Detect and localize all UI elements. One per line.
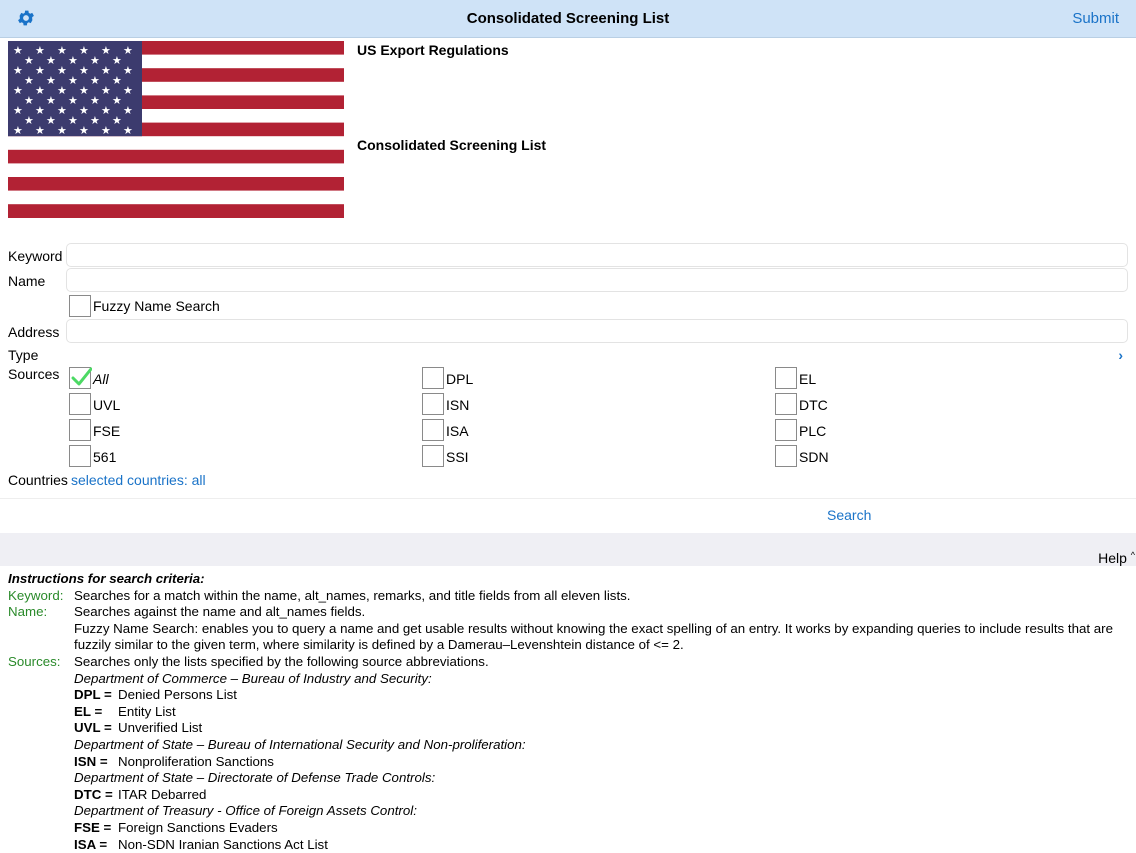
us-flag — [8, 41, 344, 218]
svg-text:★: ★ — [90, 114, 100, 127]
sources-label: Sources — [8, 366, 59, 382]
svg-text:★: ★ — [101, 64, 111, 77]
source-label-561: 561 — [93, 449, 116, 465]
svg-text:★: ★ — [112, 94, 122, 107]
instructions-title: Instructions for search criteria: — [8, 571, 1123, 588]
source-label-all: All — [93, 371, 109, 387]
source-label-isa: ISA — [446, 423, 469, 439]
svg-text:★: ★ — [46, 54, 56, 67]
svg-text:★: ★ — [90, 94, 100, 107]
abbr-uvl: UVL = — [74, 720, 118, 737]
type-label: Type — [8, 347, 38, 363]
source-label-el: EL — [799, 371, 816, 387]
source-label-dpl: DPL — [446, 371, 473, 387]
desc-el: Entity List — [118, 704, 176, 719]
navigation-bar — [0, 0, 1136, 38]
svg-text:★: ★ — [46, 94, 56, 107]
svg-text:★: ★ — [123, 84, 133, 97]
banner-subtitle: Consolidated Screening List — [357, 137, 546, 153]
submit-button[interactable]: Submit — [1072, 10, 1119, 27]
svg-text:★: ★ — [112, 114, 122, 127]
svg-text:★: ★ — [13, 84, 23, 97]
svg-text:★: ★ — [79, 84, 89, 97]
source-checkbox-dtc[interactable] — [775, 393, 797, 415]
svg-text:★: ★ — [35, 124, 45, 137]
dept-treasury: Department of Treasury - Office of Foreign Assets Control: — [74, 803, 1123, 820]
countries-selector-link[interactable]: selected countries: all — [71, 472, 206, 488]
fuzzy-name-checkbox[interactable] — [69, 295, 91, 317]
name-help-text: Searches against the name and alt_names fields. — [74, 604, 1123, 621]
svg-text:★: ★ — [46, 114, 56, 127]
svg-text:★: ★ — [57, 84, 67, 97]
svg-text:★: ★ — [90, 74, 100, 87]
source-label-fse: FSE — [93, 423, 120, 439]
desc-dpl: Denied Persons List — [118, 687, 237, 702]
svg-text:★: ★ — [112, 74, 122, 87]
keyword-label: Keyword — [8, 248, 62, 264]
countries-label: Countries — [8, 472, 68, 488]
svg-text:★: ★ — [57, 104, 67, 117]
abbr-el: EL = — [74, 704, 118, 721]
address-label: Address — [8, 324, 59, 340]
name-key: Name: — [8, 604, 74, 654]
svg-text:★: ★ — [35, 84, 45, 97]
svg-text:★: ★ — [13, 64, 23, 77]
desc-fse: Foreign Sanctions Evaders — [118, 820, 278, 835]
section-divider — [0, 533, 1136, 566]
source-checkbox-el[interactable] — [775, 367, 797, 389]
svg-text:★: ★ — [101, 104, 111, 117]
abbr-dpl: DPL = — [74, 687, 118, 704]
keyword-help-text: Searches for a match within the name, alt_names, remarks, and title fields from all eleven lists. — [74, 588, 1123, 605]
svg-text:★: ★ — [35, 44, 45, 57]
svg-text:★: ★ — [101, 124, 111, 137]
list-item — [74, 687, 1123, 704]
svg-text:★: ★ — [13, 124, 23, 137]
abbr-dtc: DTC = — [74, 787, 118, 804]
source-checkbox-fse[interactable] — [69, 419, 91, 441]
abbr-isa: ISA = — [74, 837, 118, 853]
svg-text:★: ★ — [57, 44, 67, 57]
help-toggle[interactable] — [1098, 550, 1135, 566]
svg-text:★: ★ — [13, 44, 23, 57]
svg-text:★: ★ — [35, 64, 45, 77]
abbr-isn: ISN = — [74, 754, 118, 771]
svg-text:★: ★ — [24, 94, 34, 107]
list-item — [74, 720, 1123, 737]
source-checkbox-uvl[interactable] — [69, 393, 91, 415]
list-item — [74, 787, 1123, 804]
source-checkbox-all[interactable] — [69, 367, 91, 389]
svg-text:★: ★ — [79, 64, 89, 77]
name-label: Name — [8, 273, 45, 289]
help-label: Help — [1098, 550, 1127, 566]
abbr-fse: FSE = — [74, 820, 118, 837]
banner-title: US Export Regulations — [357, 42, 509, 58]
search-row — [0, 498, 1136, 533]
dept-state-isn: Department of State – Bureau of International Security and Non-proliferation: — [74, 737, 1123, 754]
svg-text:★: ★ — [68, 54, 78, 67]
svg-text:★: ★ — [68, 94, 78, 107]
source-checkbox-isn[interactable] — [422, 393, 444, 415]
keyword-key: Keyword: — [8, 588, 74, 605]
source-label-dtc: DTC — [799, 397, 828, 413]
chevron-right-icon[interactable]: › — [1118, 347, 1123, 363]
svg-text:★: ★ — [46, 74, 56, 87]
source-checkbox-dpl[interactable] — [422, 367, 444, 389]
desc-uvl: Unverified List — [118, 720, 202, 735]
svg-text:★: ★ — [24, 114, 34, 127]
source-checkbox-561[interactable] — [69, 445, 91, 467]
source-checkbox-sdn[interactable] — [775, 445, 797, 467]
source-label-uvl: UVL — [93, 397, 120, 413]
list-item — [74, 837, 1123, 853]
svg-text:★: ★ — [79, 44, 89, 57]
svg-text:★: ★ — [123, 44, 133, 57]
svg-text:★: ★ — [101, 44, 111, 57]
source-label-plc: PLC — [799, 423, 826, 439]
svg-text:★: ★ — [79, 104, 89, 117]
svg-text:★: ★ — [79, 124, 89, 137]
source-label-isn: ISN — [446, 397, 469, 413]
sources-help-text: Searches only the lists specified by the following source abbreviations. — [74, 654, 1123, 671]
svg-text:★: ★ — [123, 124, 133, 137]
source-checkbox-plc[interactable] — [775, 419, 797, 441]
desc-isa: Non-SDN Iranian Sanctions Act List — [118, 837, 328, 852]
search-button[interactable]: Search — [827, 507, 871, 523]
fuzzy-name-label: Fuzzy Name Search — [93, 298, 220, 314]
dept-state-dtc: Department of State – Directorate of Defense Trade Controls: — [74, 770, 1123, 787]
source-checkbox-ssi[interactable] — [422, 445, 444, 467]
desc-dtc: ITAR Debarred — [118, 787, 206, 802]
svg-text:★: ★ — [68, 114, 78, 127]
svg-text:★: ★ — [57, 124, 67, 137]
source-label-sdn: SDN — [799, 449, 829, 465]
dept-commerce: Department of Commerce – Bureau of Industry and Security: — [74, 671, 1123, 688]
svg-text:★: ★ — [13, 104, 23, 117]
svg-text:★: ★ — [90, 54, 100, 67]
checkmark-icon — [70, 366, 92, 388]
name-input[interactable] — [66, 268, 1128, 292]
address-input[interactable] — [66, 319, 1128, 343]
svg-text:★: ★ — [123, 104, 133, 117]
desc-isn: Nonproliferation Sanctions — [118, 754, 274, 769]
svg-text:★: ★ — [123, 64, 133, 77]
instructions-panel — [8, 571, 1123, 853]
svg-text:★: ★ — [35, 104, 45, 117]
keyword-input[interactable] — [66, 243, 1128, 267]
list-item — [74, 820, 1123, 837]
svg-text:★: ★ — [24, 54, 34, 67]
source-label-ssi: SSI — [446, 449, 469, 465]
page-title: Consolidated Screening List — [0, 10, 1136, 27]
svg-text:★: ★ — [68, 74, 78, 87]
svg-text:★: ★ — [112, 54, 122, 67]
svg-text:★: ★ — [24, 74, 34, 87]
svg-text:★: ★ — [57, 64, 67, 77]
list-item — [74, 754, 1123, 771]
list-item — [74, 704, 1123, 721]
caret-up-icon: ^ — [1131, 550, 1135, 560]
source-checkbox-isa[interactable] — [422, 419, 444, 441]
sources-key: Sources: — [8, 654, 74, 853]
svg-text:★: ★ — [101, 84, 111, 97]
fuzzy-help-text: Fuzzy Name Search: enables you to query a name and get usable results without knowing the exact spelling of an entry. It works by expanding queries to include results that are fuzzily similar to the given term, where similarity is defined by a Damerau–Levenshtein distance of <= 2. — [74, 621, 1123, 654]
